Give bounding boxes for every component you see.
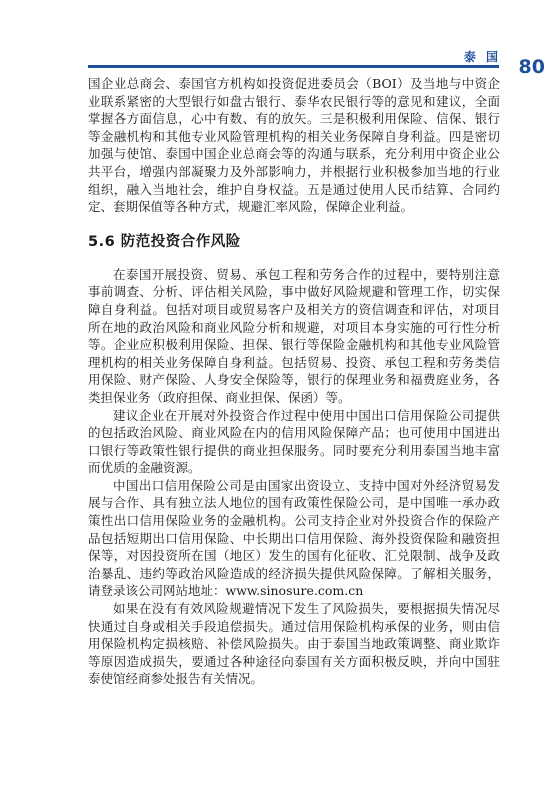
section-paragraph-4: 如果在没有有效风险规避情况下发生了风险损失，要根据损失情况尽快通过自身或相关手段追偿损失。通过信用保险机构承保的业务，则由信用保险机构定损核赔、补偿风险损失。由于泰国当地政策调整、商业欺诈等原因造成损失，要通过各种途径向泰国有关方面积极反映，并向中国驻泰使馆经商参处报告有关情况。	[88, 601, 500, 687]
section-paragraph-1: 在泰国开展投资、贸易、承包工程和劳务合作的过程中，要特别注意事前调查、分析、评估相关风险，事中做好风险规避和管理工作，切实保障自身利益。包括对项目或贸易客户及相关方的资信调查和评估，对项目所在地的政治风险和商业风险分析和规避，对项目本身实施的可行性分析等。企业应积极利用保险、担保、银行等保险金融机构和其他专业风险管理机构的相关业务保障自身利益。包括贸易、投资、承包工程和劳务类信用保险、财产保险、人身安全保险等，银行的保理业务和福费庭业务，各类担保业务（政府担保、商业担保、保函）等。	[88, 266, 500, 405]
running-header-country: 泰 国	[463, 50, 501, 64]
page-header	[0, 0, 559, 80]
section-paragraph-2: 建议企业在开展对外投资合作过程中使用中国出口信用保险公司提供的包括政治风险、商业风险在内的信用风险保障产品；也可使用中国进出口银行等政策性银行提供的商业担保服务。同时要充分利用泰国当地丰富而优质的金融资源。	[88, 407, 500, 476]
page-number: 80	[518, 56, 545, 78]
intro-paragraph: 国企业总商会、泰国官方机构如投资促进委员会（BOI）及当地与中资企业联系紧密的大型银行如盘古银行、泰华农民银行等的意见和建议，全面掌握各方面信息，心中有数、有的放矢。三是积极利用保险、信保、银行等金融机构和其他专业风险管理机构的相关业务保障自身利益。四是密切加强与使馆、泰国中国企业总商会等的沟通与联系，充分利用中资企业公共平台，增强内部凝聚力及外部影响力，并根据行业积极参加当地的行业组织，融入当地社会，维护自身权益。五是通过使用人民币结算、合同约定、套期保值等各种方式，规避汇率风险，保障企业利益。	[88, 76, 500, 215]
section-paragraph-3: 中国出口信用保险公司是由国家出资设立、支持中国对外经济贸易发展与合作、具有独立法人地位的国有政策性保险公司，是中国唯一承办政策性出口信用保险业务的金融机构。公司支持企业对外投资合作的保险产品包括短期出口信用保险、中长期出口信用保险、海外投资保险和融资担保等，对因投资所在国（地区）发生的国有化征收、汇兑限制、战争及政治暴乱、违约等政治风险造成的经济损失提供风险保障。了解相关服务，请登录该公司网站地址：www.sinosure.com.cn	[88, 477, 500, 599]
section-heading: 5.6 防范投资合作风险	[88, 233, 241, 250]
page-content	[88, 75, 500, 688]
header-rule	[88, 65, 499, 68]
